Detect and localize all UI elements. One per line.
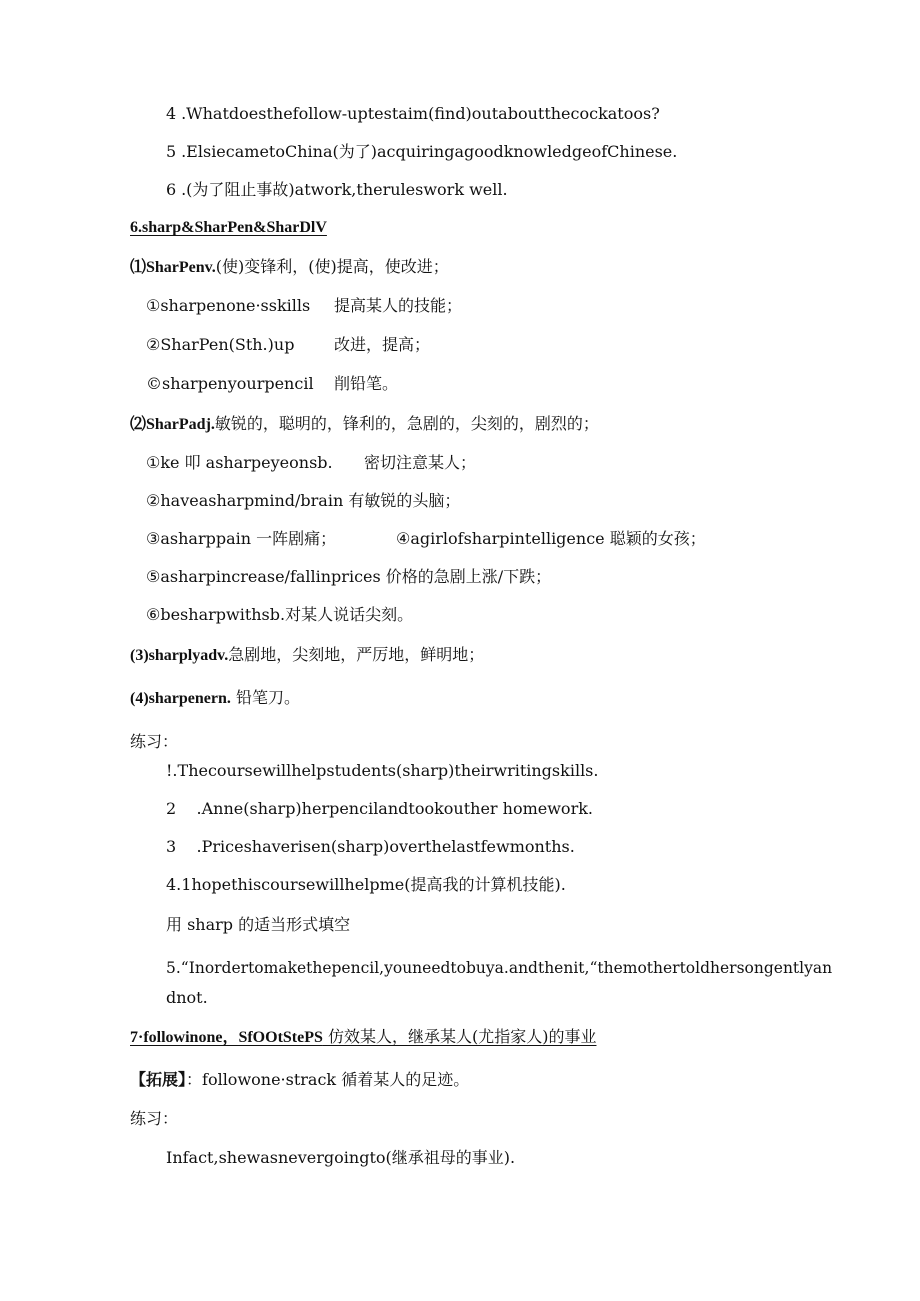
sub2-head: ⑵SharPadj. [130, 416, 215, 433]
section-7-practice-item: Infact,shewasnevergoingto(继承祖母的事业). [166, 1148, 516, 1167]
sub1-desc: (使)变锋利，(使)提高，使改进； [215, 257, 449, 276]
sub1-item-2 [146, 334, 430, 356]
sub4-head: (4)sharpenern. [130, 690, 231, 707]
sub1-item-3 [146, 373, 398, 395]
exercise-number: 6 [166, 180, 177, 199]
sub3-heading [130, 644, 484, 667]
exercise-text: .Whatdoesthefollow-uptestaim(find)outaboutthecockatoos? [181, 104, 660, 123]
section-7-practice-label: 练习： [130, 1109, 179, 1128]
practice-item-4: 4.1hopethiscoursewillhelpme(提高我的计算机技能). [166, 875, 566, 894]
section-7-title [130, 1026, 596, 1049]
practice-label: 练习： [130, 732, 179, 751]
exercise-text: .ElsiecametoChina(为了)acquiringagoodknowledgeofChinese. [181, 142, 678, 161]
sub3-desc: 急剧地，尖刻地，严厉地，鲜明地； [228, 645, 485, 664]
sub2-desc: 敏锐的，聪明的，锋利的，急剧的，尖刻的，剧烈的； [214, 414, 599, 433]
extend-text: ：followone·strack 循着某人的足迹。 [186, 1070, 470, 1089]
sub4-heading [130, 687, 300, 710]
item-en: ①ke 叩 asharpeyeonsb. [146, 453, 333, 472]
section-6-title: 6.sharp&SharPen&SharDlV [130, 219, 327, 236]
item-en: ③asharppain 一阵剧痛； [146, 529, 337, 548]
sub2-heading [130, 413, 599, 436]
extend-label: 【拓展】 [130, 1072, 187, 1089]
exercise-6 [166, 179, 508, 201]
exercise-number: 5 [166, 142, 177, 161]
exercise-5 [166, 141, 677, 163]
sub2-item-1 [146, 452, 476, 474]
extend-line [130, 1069, 469, 1092]
sub3-head: (3)sharplyadv. [130, 647, 229, 664]
sub1-head: ⑴SharPenv. [130, 259, 216, 276]
exercise-text: .(为了阻止事故)atwork,theruleswork well. [181, 180, 508, 199]
item-zh: ④agirlofsharpintelligence 聪颖的女孩； [396, 529, 706, 548]
item-en: ①sharpenone·sskills [146, 296, 311, 315]
item-zh: 提高某人的技能； [334, 296, 463, 315]
item-zh: 改进，提高； [334, 335, 431, 354]
item-zh: 密切注意某人； [364, 453, 477, 472]
sub1-item-1 [146, 295, 462, 317]
practice-item-2: 2 .Anne(sharp)herpencilandtookouther homework. [166, 799, 593, 818]
item-en: ②SharPen(Sth.)up [146, 335, 295, 354]
practice-item-1: !.Thecoursewillhelpstudents(sharp)theirwritingskills. [166, 761, 599, 780]
fill-instruction: 用 sharp 的适当形式填空 [166, 915, 351, 934]
exercise-4 [166, 103, 660, 125]
sub2-item-2: ②haveasharpmind/brain 有敏锐的头脑； [146, 491, 461, 510]
item-zh: 削铅笔。 [334, 374, 399, 393]
sub2-item-3 [146, 528, 706, 550]
section-7-title-bold: 7·followinone，SfOOtStePS [130, 1029, 323, 1046]
sub4-desc: 铅笔刀。 [230, 688, 300, 707]
sub1-heading [130, 256, 449, 279]
section-7-title-rest: 仿效某人，继承某人(尤指家人)的事业 [322, 1027, 597, 1046]
practice-item-5-line1: 5.“Inordertomakethepencil,youneedtobuya.andthenit,“themothertoldhersongentlyan [166, 959, 833, 977]
item-en: ©sharpenyourpencil [146, 374, 314, 393]
practice-item-3: 3 .Priceshaverisen(sharp)overthelastfewmonths. [166, 837, 575, 856]
sub2-item-5: ⑥besharpwithsb.对某人说话尖刻。 [146, 605, 414, 624]
practice-item-5-line2: dnot. [166, 988, 208, 1007]
sub2-item-4: ⑤asharpincrease/fallinprices 价格的急剧上涨/下跌； [146, 567, 552, 586]
exercise-number: 4 [166, 104, 177, 123]
